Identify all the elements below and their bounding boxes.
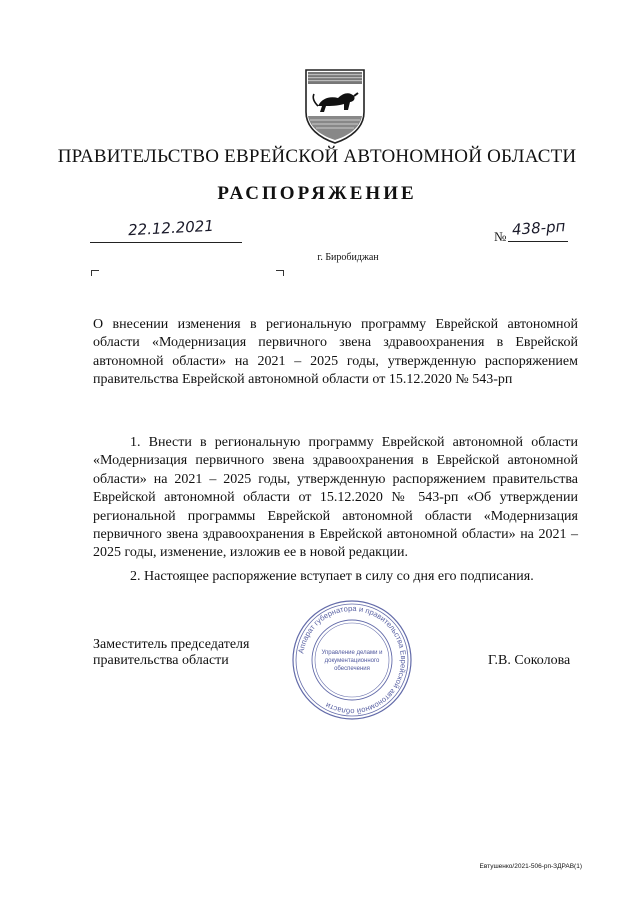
handwritten-number: 438-рп [511, 217, 566, 239]
document-subject: О внесении изменения в региональную программу Еврейской автономной области «Модернизация первичного звена здравоохранения в Еврейской автономной области» на 2021 – 2025 годы, утвержденную распоряжением правительства Еврейской автономной области от 15.12.2020 № 543-рп [93, 317, 578, 388]
body-paragraph-1: 1. Внести в региональную программу Еврейской автономной области «Модернизация первичного звена здравоохранения в Еврейской автономной области» на 2021 – 2025 годы, утвержденную распоряжением правительства Еврейской автономной области от 15.12.2020 № 543-рп «Об утверждении региональной программы Еврейской автономной области «Модернизация первичного звена здравоохранения в Еврейской автономной области» на 2021 – 2025 годы, изменение, изложив ее в новой редакции. [93, 435, 578, 561]
subject-corner-right [276, 270, 284, 276]
government-title: ПРАВИТЕЛЬСТВО ЕВРЕЙСКОЙ АВТОНОМНОЙ ОБЛАСТИ [57, 146, 577, 167]
stamp-center-line-3: обеспечения [334, 666, 370, 672]
signer-position-line-2: правительства области [93, 653, 229, 668]
city-label: г. Биробиджан [317, 252, 379, 263]
official-stamp [290, 598, 414, 722]
subject-corner-left [91, 270, 99, 276]
number-prefix: № [494, 229, 507, 244]
stamp-ring-text: Аппарат губернатора и правительства Еврейской автономной области [296, 603, 409, 717]
stamp-center-line-2: документационного [324, 658, 380, 664]
body-paragraph-2: 2. Настоящее распоряжение вступает в силу со дня его подписания. [130, 569, 534, 584]
stamp-center-line-1: Управление делами и [321, 650, 383, 656]
signer-position-line-1: Заместитель председателя [93, 637, 250, 652]
document-footer-code: Евтушенко/2021-506-рп-ЗДРАВ(1) [479, 863, 582, 870]
coat-of-arms-icon [300, 66, 370, 146]
handwritten-date: 22.12.2021 [127, 216, 215, 240]
document-type-heading: РАСПОРЯЖЕНИЕ [217, 183, 417, 204]
signer-name: Г.В. Соколова [488, 653, 571, 668]
